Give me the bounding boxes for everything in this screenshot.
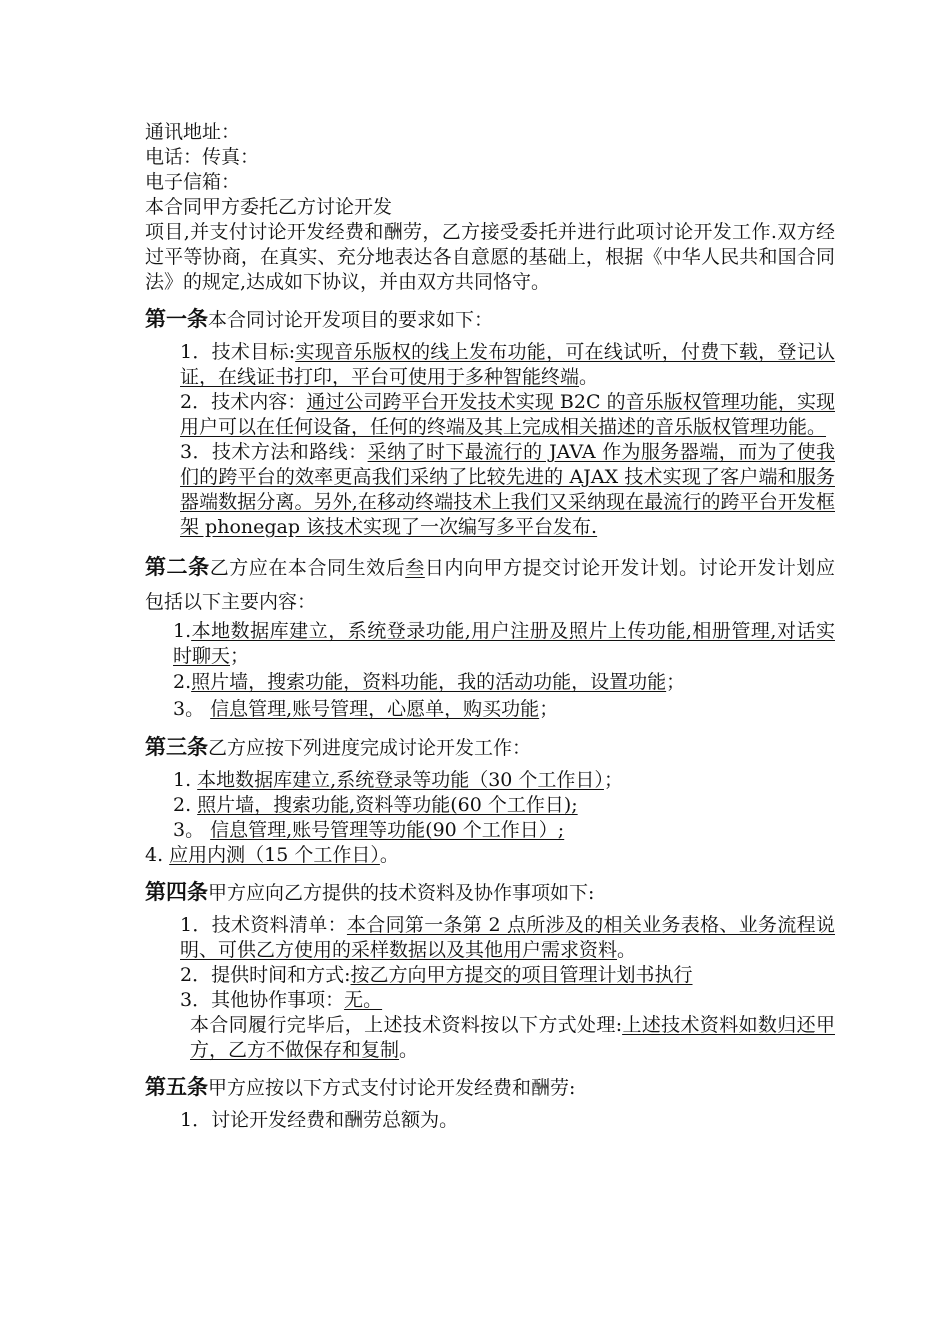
item-tail: ；	[666, 671, 686, 693]
address-line: 通讯地址：	[145, 121, 241, 143]
item-label: 3．其他协作事项：	[180, 989, 345, 1011]
item-text: 照片墙，搜索功能，资料功能，我的活动功能，设置功能	[191, 671, 667, 693]
item-text: 照片墙，搜索功能,资料等功能(60 个工作日);	[197, 794, 578, 816]
item-text: 信息管理,账号管理，心愿单，购买功能	[210, 698, 540, 720]
article-1-number: 第一条	[145, 307, 208, 331]
article-3-number: 第三条	[145, 735, 208, 759]
intro-line: 本合同甲方委托乙方讨论开发	[145, 196, 393, 218]
article-2-title-a: 乙方应在本合同生效后	[209, 557, 406, 579]
article-1-item-3	[145, 440, 835, 540]
article-5-heading	[145, 1073, 835, 1102]
item-tail: ；	[603, 769, 623, 791]
article-3-item-3	[145, 818, 835, 843]
article-2	[145, 550, 835, 723]
item-label: 4.	[145, 844, 170, 866]
item-label: 3。	[173, 819, 211, 841]
after-label: 本合同履行完毕后，上述技术资料按以下方式处理:	[190, 1014, 623, 1036]
item-label: 2.	[173, 794, 198, 816]
article-5-title: 甲方应按以下方式支付讨论开发经费和酬劳:	[208, 1077, 576, 1099]
after-tail: 。	[399, 1039, 419, 1061]
article-5	[145, 1073, 835, 1133]
article-2-number: 第二条	[145, 555, 210, 579]
item-label: 2.	[173, 671, 192, 693]
article-2-title-b: 日内向甲方提交讨论开发计划。讨论开发计划应包括以下主要内容：	[145, 557, 835, 613]
article-3-title: 乙方应按下列进度完成讨论开发工作：	[208, 737, 532, 759]
article-2-heading	[145, 550, 835, 619]
article-4	[145, 878, 835, 1063]
article-4-title: 甲方应向乙方提供的技术资料及协作事项如下:	[208, 882, 595, 904]
article-5-item-1: 1．讨论开发经费和酬劳总额为。	[180, 1109, 459, 1131]
article-4-heading	[145, 878, 835, 907]
item-label: 2．提供时间和方式:	[180, 964, 351, 986]
item-tail: ；	[539, 698, 559, 720]
email-line: 电子信箱：	[145, 171, 241, 193]
item-label: 1.	[173, 769, 198, 791]
article-5-number: 第五条	[145, 1075, 208, 1099]
article-1-item-1	[145, 340, 835, 390]
article-2-item-2	[145, 669, 835, 696]
item-text: 实现音乐版权的线上发布功能，可在线试听，付费下载，登记认证，在线证书打印，平台可使用于多种智能终端	[180, 341, 835, 388]
article-1	[145, 305, 835, 540]
item-tail: 。	[379, 844, 399, 866]
article-4-item-1	[145, 913, 835, 963]
article-1-title: 本合同讨论开发项目的要求如下：	[208, 309, 494, 331]
article-4-number: 第四条	[145, 880, 208, 904]
article-4-item-2	[145, 963, 835, 988]
item-text: 本合同第一条第 2 点所涉及的相关业务表格、业务流程说明、可供乙方使用的采样数据以及其他用户需求资料	[180, 914, 835, 961]
article-1-heading	[145, 305, 835, 334]
phone-fax-line: 电话：传真：	[145, 146, 260, 168]
item-text: 无。	[344, 989, 383, 1011]
item-tail: 。	[617, 939, 637, 961]
item-text: 信息管理,账号管理等功能(90 个工作日）;	[210, 819, 565, 841]
contract-page	[145, 120, 835, 1133]
item-text: 应用内测（15 个工作日）	[169, 844, 380, 866]
article-3-item-2	[145, 793, 835, 818]
item-label: 3。	[173, 698, 211, 720]
article-3-item-4	[145, 843, 835, 868]
article-2-days: 叁	[405, 557, 425, 579]
item-tail: ；	[230, 645, 250, 667]
article-2-item-1	[145, 619, 835, 669]
item-label: 1．技术资料清单：	[180, 914, 347, 936]
item-text: 本地数据库建立，系统登录功能,用户注册及照片上传功能,相册管理,对话实时聊天	[173, 620, 835, 667]
item-text: 本地数据库建立,系统登录等功能（30 个工作日）	[197, 769, 604, 791]
intro-paragraph: 项目,并支付讨论开发经费和酬劳，乙方接受委托并进行此项讨论开发工作.双方经过平等协商，在真实、充分地表达各自意愿的基础上，根据《中华人民共和国合同法》的规定,达成如下协议，并由双方共同恪守。	[145, 221, 835, 293]
article-3-item-1	[145, 768, 835, 793]
article-3	[145, 733, 835, 868]
item-tail: 。	[579, 366, 599, 388]
item-label: 1．技术目标:	[180, 341, 296, 363]
item-text: 按乙方向甲方提交的项目管理计划书执行	[350, 964, 693, 986]
article-3-heading	[145, 733, 835, 762]
article-4-item-3	[145, 988, 835, 1013]
item-text: 采纳了时下最流行的 JAVA 作为服务器端，而为了使我们的跨平台的效率更高我们采纳了比较先进的 AJAX 技术实现了客户端和服务器端数据分离。另外,在移动终端技术上我们又采纳现在最流行的跨平台开发框架 phonegap 该技术实现了一次编写多平台发布.	[180, 441, 836, 538]
item-text: 通过公司跨平台开发技术实现 B2C 的音乐版权管理功能，实现用户可以在任何设备，任何的终端及其上完成相关描述的音乐版权管理功能。	[180, 391, 836, 438]
article-2-item-3	[145, 696, 835, 723]
after-text: 上述技术资料如数归还甲方，乙方不做保存和复制	[190, 1014, 835, 1061]
item-label: 1.	[173, 620, 192, 642]
item-label: 2．技术内容：	[180, 391, 307, 413]
item-label: 3．技术方法和路线：	[180, 441, 368, 463]
article-4-after-paragraph	[145, 1013, 835, 1063]
article-1-item-2	[145, 390, 835, 440]
